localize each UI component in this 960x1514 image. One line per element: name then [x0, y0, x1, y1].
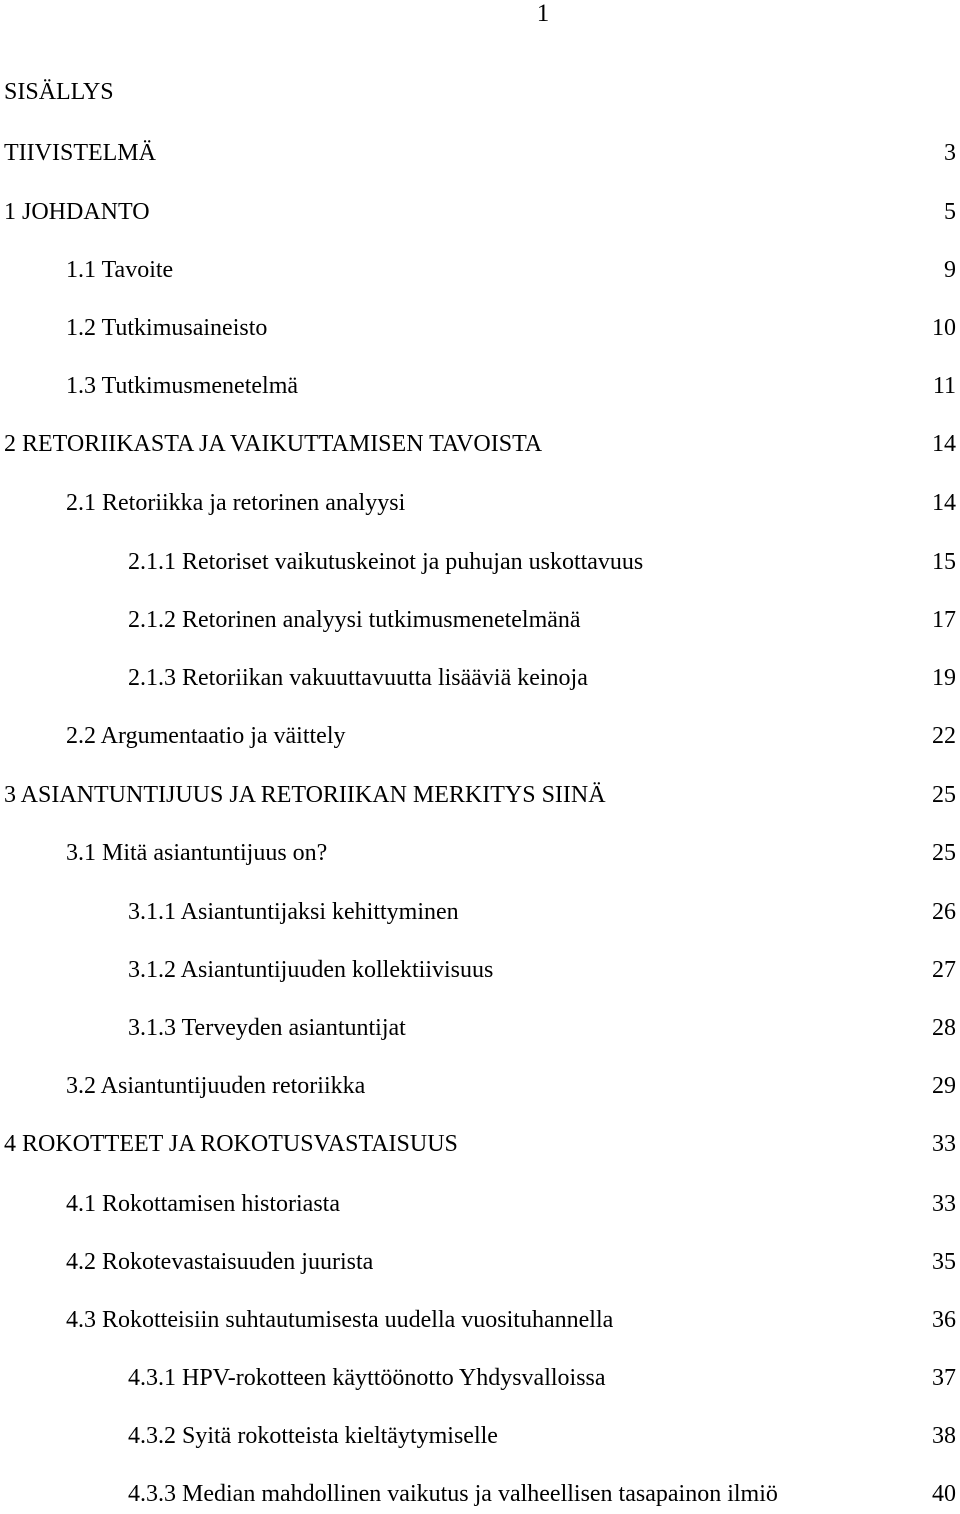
toc-entry: [0, 956, 960, 986]
toc-entry-title: 1 JOHDANTO: [4, 199, 150, 225]
toc-entry-page-number: 29: [932, 1073, 956, 1099]
toc-entry-title: 4.3.2 Syitä rokotteista kieltäytymiselle: [128, 1423, 498, 1449]
toc-entry: [0, 314, 960, 344]
toc-heading: SISÄLLYS: [4, 79, 114, 105]
toc-entry-page-number: 15: [932, 549, 956, 575]
toc-entry-page-number: 27: [932, 957, 956, 983]
toc-entry-page-number: 11: [932, 373, 956, 399]
toc-entry-page-number: 36: [932, 1307, 956, 1333]
toc-entry: [0, 430, 960, 460]
toc-entry-page-number: 35: [932, 1249, 956, 1275]
toc-entry-title: 2 RETORIIKASTA JA VAIKUTTAMISEN TAVOISTA: [4, 431, 543, 457]
toc-entry-title: 4.3.1 HPV-rokotteen käyttöönotto Yhdysvalloissa: [128, 1365, 606, 1391]
toc-entry: [0, 1190, 960, 1220]
toc-entry: [0, 722, 960, 752]
toc-entry: [0, 1014, 960, 1044]
toc-entry-page-number: 19: [932, 665, 956, 691]
toc-entry: [0, 1130, 960, 1160]
toc-entry-title: 3.1.2 Asiantuntijuuden kollektiivisuus: [128, 957, 494, 983]
toc-entry: [0, 1422, 960, 1452]
toc-entry-title: 4.2 Rokotevastaisuuden juurista: [66, 1249, 374, 1275]
page-number: 1: [536, 0, 550, 27]
toc-entry-title: 4.1 Rokottamisen historiasta: [66, 1191, 340, 1217]
toc-entry-page-number: 25: [932, 782, 956, 808]
toc-entry-page-number: 22: [932, 723, 956, 749]
toc-entry-page-number: 9: [944, 257, 956, 283]
toc-entry-page-number: 33: [932, 1191, 956, 1217]
toc-entry: [0, 1306, 960, 1336]
toc-entry-title: 2.1.2 Retorinen analyysi tutkimusmenetelmänä: [128, 607, 581, 633]
toc-entry: [0, 1072, 960, 1102]
toc-entry-page-number: 14: [932, 490, 956, 516]
toc-entry: [0, 256, 960, 286]
toc-entry-title: 3.1 Mitä asiantuntijuus on?: [66, 840, 328, 866]
toc-entry-title: 2.1.1 Retoriset vaikutuskeinot ja puhujan uskottavuus: [128, 549, 644, 575]
toc-entry-page-number: 40: [932, 1481, 956, 1507]
toc-entry: [0, 198, 960, 228]
toc-entry-page-number: 3: [944, 140, 956, 166]
toc-entry-title: 3 ASIANTUNTIJUUS JA RETORIIKAN MERKITYS SIINÄ: [4, 782, 606, 808]
toc-entry: [0, 489, 960, 519]
toc-entry: [0, 548, 960, 578]
toc-entry-title: 3.1.1 Asiantuntijaksi kehittyminen: [128, 899, 459, 925]
toc-entry-title: 1.2 Tutkimusaineisto: [66, 315, 268, 341]
toc-entry-page-number: 25: [932, 840, 956, 866]
toc-entry: [0, 898, 960, 928]
toc-entry-title: TIIVISTELMÄ: [4, 140, 156, 166]
toc-entry: [0, 839, 960, 869]
toc-entry: [0, 1364, 960, 1394]
toc-entry-title: 1.1 Tavoite: [66, 257, 174, 283]
toc-entry-page-number: 37: [932, 1365, 956, 1391]
toc-entry-title: 1.3 Tutkimusmenetelmä: [66, 373, 299, 399]
toc-entry-title: 3.1.3 Terveyden asiantuntijat: [128, 1015, 406, 1041]
toc-entry-page-number: 5: [944, 199, 956, 225]
toc-entry: [0, 781, 960, 811]
toc-entry-title: 4.3.3 Median mahdollinen vaikutus ja valheellisen tasapainon ilmiö: [128, 1481, 778, 1507]
toc-entry-page-number: 14: [932, 431, 956, 457]
toc-entry-page-number: 38: [932, 1423, 956, 1449]
toc-entry-title: 2.1.3 Retoriikan vakuuttavuutta lisääviä keinoja: [128, 665, 588, 691]
toc-entry-page-number: 10: [932, 315, 956, 341]
toc-entry-page-number: 17: [932, 607, 956, 633]
toc-entry-title: 4 ROKOTTEET JA ROKOTUSVASTAISUUS: [4, 1131, 458, 1157]
toc-entry-page-number: 28: [932, 1015, 956, 1041]
toc-entry: [0, 1248, 960, 1278]
toc-entry: [0, 372, 960, 402]
toc-entry-title: 2.1 Retoriikka ja retorinen analyysi: [66, 490, 406, 516]
toc-entry-page-number: 26: [932, 899, 956, 925]
toc-entry-title: 4.3 Rokotteisiin suhtautumisesta uudella vuosituhannella: [66, 1307, 614, 1333]
toc-entry: [0, 139, 960, 169]
toc-entry-title: 3.2 Asiantuntijuuden retoriikka: [66, 1073, 366, 1099]
page-number-container: [0, 0, 960, 30]
toc-entry: [0, 664, 960, 694]
toc-entry: [0, 606, 960, 636]
toc-entry-page-number: 33: [932, 1131, 956, 1157]
toc-entry: [0, 1480, 960, 1510]
toc-entry-title: 2.2 Argumentaatio ja väittely: [66, 723, 346, 749]
